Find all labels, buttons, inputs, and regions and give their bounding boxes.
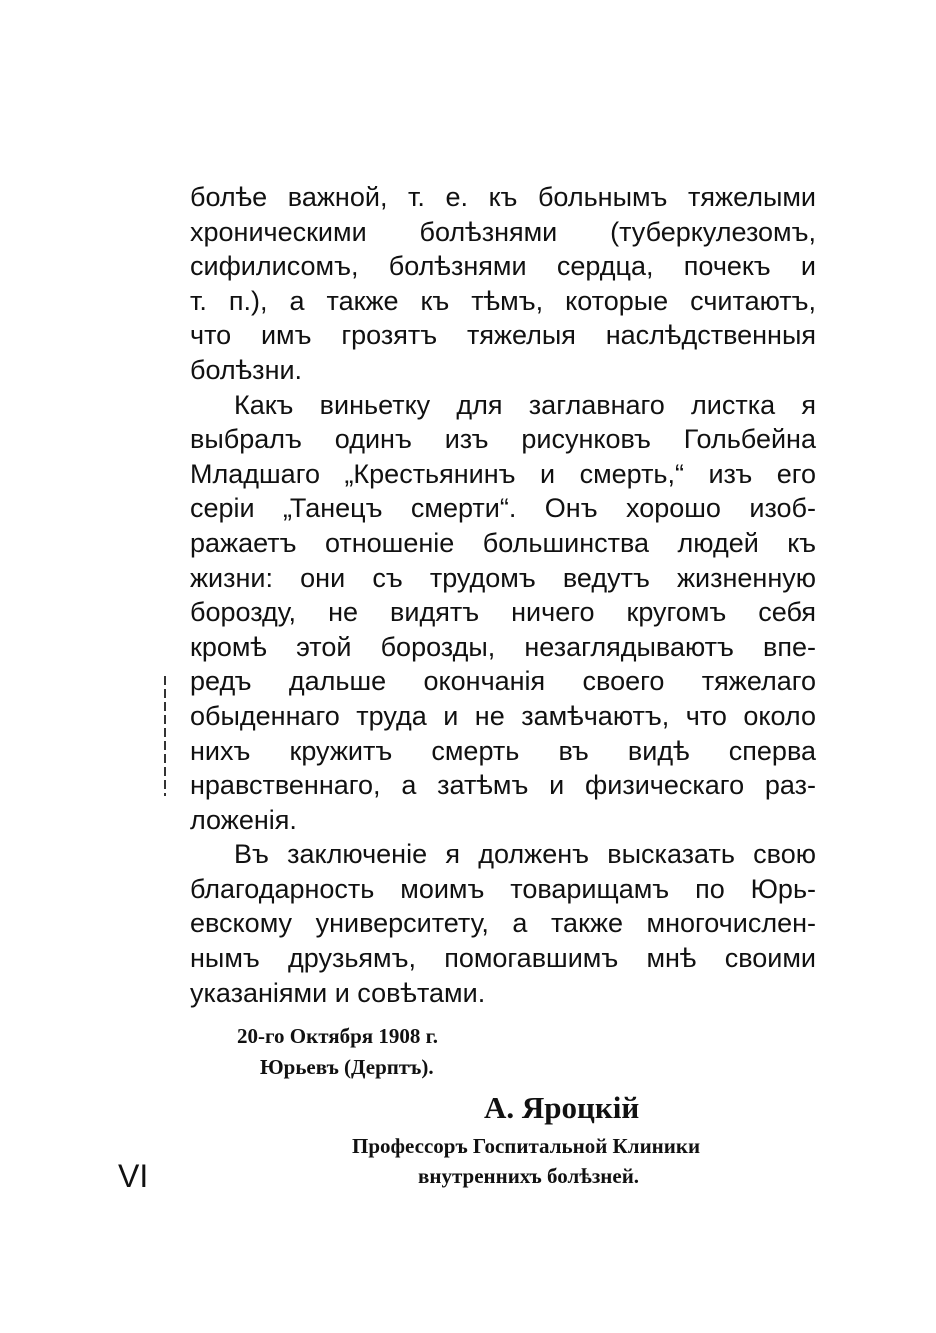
text-line: нихъ кружитъ смерть въ видѣ сперва xyxy=(190,735,816,766)
text-line: сифилисомъ, болѣзнями сердца, почекъ и xyxy=(190,251,816,282)
text-line: что имъ грозятъ тяжелыя наслѣдственныя xyxy=(190,320,816,351)
text-line: серіи „Танецъ смерти“. Онъ хорошо изоб- xyxy=(190,493,816,524)
text-line: борозду, не видятъ ничего кругомъ себя xyxy=(190,597,816,628)
text-line: Въ заключеніе я долженъ высказать свою xyxy=(234,839,816,870)
text-line: указаніями и совѣтами. xyxy=(190,977,486,1008)
text-line: ражаетъ отношеніе большинства людей къ xyxy=(190,527,816,558)
text-line: Какъ виньетку для заглавнаго листка я xyxy=(234,389,816,420)
text-line: выбралъ одинъ изъ рисунковъ Гольбейна xyxy=(190,424,816,455)
text-line: жизни: они съ трудомъ ведутъ жизненную xyxy=(190,562,816,593)
text-line: благодарность моимъ товарищамъ по Юрь- xyxy=(190,873,816,904)
text-line: обыденнаго труда и не замѣчаютъ, что около xyxy=(190,700,816,731)
signature-place: Юрьевъ (Дерптъ). xyxy=(260,1055,434,1079)
author-title-line-1: Профессоръ Госпитальной Клиники xyxy=(352,1134,701,1158)
preface-text xyxy=(190,180,816,1010)
text-line: болѣе важной, т. е. къ больнымъ тяжелыми xyxy=(190,182,816,212)
text-line: хроническими болѣзнями (туберкулезомъ, xyxy=(190,216,816,247)
author-title-line-2: внутреннихъ болѣзней. xyxy=(418,1164,640,1188)
text-line: редъ дальше окончанія своего тяжелаго xyxy=(190,666,816,697)
margin-pencil-mark xyxy=(164,676,166,796)
text-line: Младшаго „Крестьянинъ и смерть,“ изъ его xyxy=(190,458,816,489)
text-line: болѣзни. xyxy=(190,354,303,385)
text-line: евскому университету, а также многочислен- xyxy=(190,908,816,939)
text-line: т. п.), а также къ тѣмъ, которые считаютъ, xyxy=(190,285,816,316)
page-number: VI xyxy=(118,1158,149,1194)
author-name: А. Яроцкій xyxy=(484,1090,640,1125)
signature-date: 20-го Октября 1908 г. xyxy=(237,1024,439,1048)
text-line: кромѣ этой борозды, незаглядываютъ впе- xyxy=(190,631,816,662)
text-line: нымъ друзьямъ, помогавшимъ мнѣ своими xyxy=(190,943,816,974)
text-line: нравственнаго, а затѣмъ и физическаго раз- xyxy=(190,770,816,801)
text-line: ложенія. xyxy=(190,804,297,835)
